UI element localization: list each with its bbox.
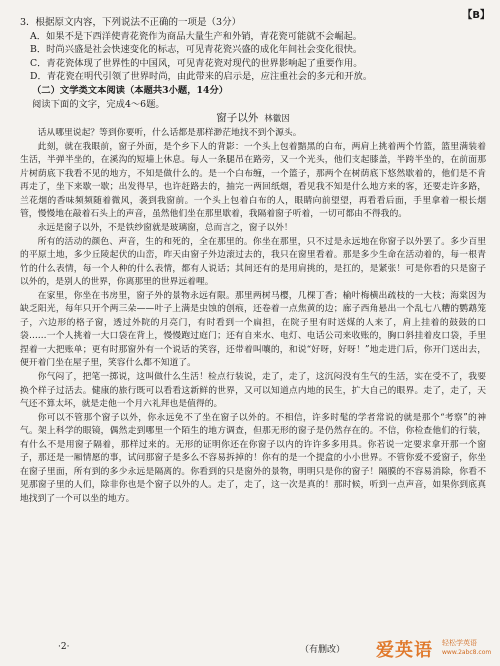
question-3-option-a: A．如果不是下西洋使青花瓷作为商品大量生产和外销，青花瓷可能就不会崛起。 [30, 30, 363, 42]
passage-paragraph: 永远是窗子以外，不是铁纱窗就是玻璃窗，总而言之，窗子以外！ [37, 222, 293, 233]
watermark-url: www.2abc8.com [442, 649, 492, 656]
question-3-option-d: D．青花瓷在明代引领了世界时尚，由此带来的启示是，应注重社会的多元和开放。 [30, 71, 373, 83]
watermark-logo [376, 636, 494, 664]
question-3-option-b: B．时尚兴盛是社会快速变化的标志，可见青花瓷兴盛的成化年间社会变化很快。 [30, 44, 363, 56]
passage-title-text: 窗子以外 [216, 112, 259, 125]
section-heading: （二）文学类文本阅读（本题共3小题，14分） [32, 84, 229, 96]
question-3-option-c: C．青花瓷体现了世界性的中国风，可见青花瓷对现代的世界影响起了重要作用。 [30, 57, 363, 69]
paper-version-label: 【B】 [462, 10, 490, 21]
watermark-main: 爱英语 [376, 640, 433, 661]
page-number: ·2· [58, 642, 70, 652]
passage-title [20, 111, 486, 127]
page-footer [0, 640, 500, 666]
passage-paragraph: 此刻，就在我眼前，窗子外面，是个乡下人的背影：一个头上包着黯黑的白布，两肩上挑着两个竹篮，篮里满装着生活，半弹半坐的，在溪沟的短墙上休息。每人一条腿吊在路旁，又一个光头，他们支起膝盖，半跨半坐的，在前面那片树荫底下我看不见的地方，不知是做什么的。是一个白布缠，一个篮子，那两个在树荫底下悠然歇着的，他们是不肯再走了，坐下来歇一歇；出发得早，也许赶路去的，抽完一两回纸烟，看见我不知是什么地方来的客，还要走许多路，兰花烟的香味频频随着微风，袭到我窗前。一个头上包着白布的人，眼睛向前望望，再看看后面，手里拿着一根长烟管，慢慢地在敲着石头上的声音，虽然他们坐在那里歇着，我隔着窗子听着，一切可都由不得我的。 [20, 141, 486, 220]
passage-paragraph: 在家里，你坐在书房里，窗子外的景物永远有限。那里两树马樱，几棵丁香；榆叶梅横出疏枝的一大枝；海棠因为缺乏阳光，每年只开个两三朵——叶子上满是虫蚀的创痕，还卷着一点焦黄的边；廊子西角悬出一个乱七八糟的鹦鹉笼子，六边形的格子窗，透过外院的月亮门，有时看到一个扁担，在院子里有时送煤的人来了，肩上挂着的鼓鼓的口袋……一个人挑着一大口袋在背上，慢慢跑过庭门；还有自来水、电灯、电话公司来收账的，胸口斜挂着皮口袋，手里捏着一大把账单；更有时那窗外有一个说话的笑容，还带着叫嚷的，和说“好呀，好呀！”地走进门后，你开门送出去，便开着门坐在屋子里，笑容什么都不知道了。 [20, 290, 486, 369]
question-3-stem: 3．根据原文内容，下列说法不正确的一项是（3分） [20, 17, 242, 28]
passage-author: 林徽因 [264, 114, 290, 125]
passage-paragraph: 你可以不管那个窗子以外，你永远免不了坐在窗子以外的。不相信，许多时髦的学者常说的就是那个“考察”的神气。架上科学的眼镜，偶然走到哪里一个陌生的地方调查，但那无形的窗子是仍然存在的。不信，你检查他们的行装，有什么不是用窗子隔着，那样过来的。无形的证明你还在你窗子以内的许许多多用具。你若说一定要求拿开那一个窗子，那还是一厢情愿的事，试问那窗子是多么不容易拆掉的！你有的是一个提盒的小小世界。不管你爱不爱窗子，你坐在窗子里面，所有到的多少永远是隔离的。你看到的只是窗外的景物，明明只是你的窗子！隔膜的不容易消除，你看不见那窗子里的人们，除非你也是个窗子以外的人。走了，走了，这一次是真的！那时候，听到一点声音，如果你到底真地找到了一个可以坐的地方。 [20, 412, 486, 504]
passage-paragraph: 话从哪里说起？等到你要听，什么话都是那样渺茫地找不到个源头。 [37, 128, 302, 139]
watermark-tagline: 轻松学英语 [442, 639, 477, 647]
edition-note: （有删改） [300, 645, 346, 655]
passage-paragraph: 所有的活动的颜色、声音，生的和死的，全在那里的。你坐在那里，只不过是永远地在你窗子以外罢了。多少百里的平原土地，多少丘陵起伏的山峦，昨天由窗子外边滚过去的，我只在窗里看着。那是多少生命在活动着的，每一根青竹的什么表情，每一个人种的什么表情，都有人说话；其间还有的是用肩挑的，是扛的，是紧张！可是你看的只是窗子以外的，是别人的世界，你离那里的世界远着哩。 [20, 236, 486, 288]
section-instruction: 阅读下面的文字，完成4～6题。 [32, 98, 165, 110]
passage-paragraph: 你气闷了，把笔一掷说，这叫做什么生活！检点行装说，走了，走了，这沉闷没有生气的生活，实在受不了，我要换个样子过活去。健康的旅行既可以看看这新鲜的世界，又可以知道点内地的民生，扩大自己的眼界。走了，走了，天气还不算太坏，就是走他一个月六礼拜也是值得的。 [20, 372, 486, 410]
